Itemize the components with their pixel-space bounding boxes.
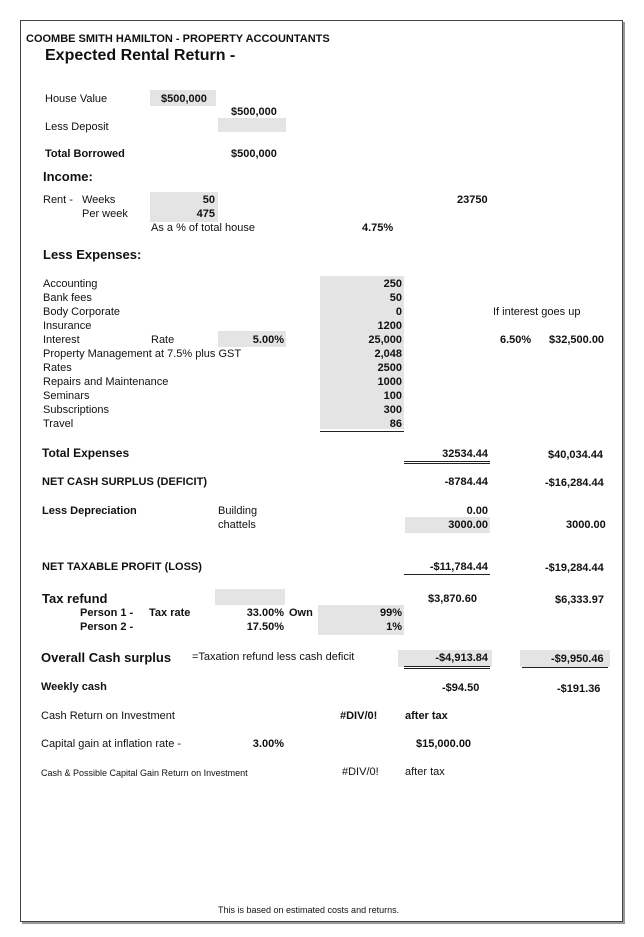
expense-label: Seminars (43, 390, 90, 402)
rent-annual: 23750 (457, 194, 488, 206)
expenses-underline (320, 431, 404, 432)
expense-label: Bank fees (43, 292, 92, 304)
house-value-2: $500,000 (231, 106, 277, 118)
possible-after: after tax (405, 766, 445, 778)
capital-gain-rate: 3.00% (252, 738, 284, 750)
building-label: Building (218, 505, 258, 517)
pct-house-label: As a % of total house (151, 222, 255, 234)
total-expenses-underline-1 (404, 461, 490, 462)
pct-house-value: 4.75% (362, 222, 394, 234)
firm-name: COOMBE SMITH HAMILTON - PROPERTY ACCOUNTANTS (26, 33, 330, 45)
expense-label: Repairs and Maintenance (43, 376, 169, 388)
person2-rate: 17.50% (246, 621, 284, 633)
overall-value: -$4,913.84 (435, 652, 488, 664)
expense-value: 300 (383, 404, 402, 416)
expense-value: 25,000 (368, 334, 402, 346)
tax-rate-label: Tax rate (149, 607, 191, 619)
less-depreciation-label: Less Depreciation (42, 505, 137, 517)
chattels-value: 3000.00 (448, 519, 488, 531)
overall-note: =Taxation refund less cash deficit (192, 651, 355, 663)
total-expenses: 32534.44 (442, 448, 488, 460)
overall-underline-1 (404, 666, 490, 667)
net-taxable-alt: -$19,284.44 (545, 562, 604, 574)
expense-value: 100 (383, 390, 402, 402)
expense-value: 86 (389, 418, 402, 430)
expense-value: 2,048 (374, 348, 402, 360)
interest-rate: 5.00% (252, 334, 284, 346)
expense-value: 2500 (377, 362, 402, 374)
cash-return-after: after tax (405, 710, 448, 722)
expense-label: Rates (43, 362, 72, 374)
expense-value: 1000 (377, 376, 402, 388)
person1-rate: 33.00% (246, 607, 284, 619)
person1-own: 99% (379, 607, 402, 619)
total-expenses-alt: $40,034.44 (548, 449, 604, 461)
tax-refund: $3,870.60 (428, 593, 477, 605)
total-borrowed-label: Total Borrowed (45, 148, 125, 160)
cash-return-label: Cash Return on Investment (41, 710, 175, 722)
total-borrowed: $500,000 (231, 148, 277, 160)
net-cash-alt: -$16,284.44 (545, 477, 604, 489)
total-expenses-label: Total Expenses (42, 446, 130, 460)
per-week-label: Per week (82, 208, 128, 220)
per-week-value: 475 (196, 208, 215, 220)
overall-alt: -$9,950.46 (551, 653, 604, 665)
rent-label: Rent - (43, 194, 73, 206)
if-interest-label: If interest goes up (493, 306, 581, 318)
alt-rate: 6.50% (500, 334, 532, 346)
alt-interest: $32,500.00 (549, 334, 605, 346)
overall-underline-2 (404, 668, 490, 669)
house-value-label: House Value (45, 93, 108, 105)
income-heading: Income: (43, 169, 93, 184)
possible-label: Cash & Possible Capital Gain Return on Investment (41, 768, 248, 778)
own-label: Own (289, 607, 313, 619)
expense-value: 50 (389, 292, 402, 304)
less-deposit-label: Less Deposit (45, 121, 109, 133)
net-cash: -8784.44 (444, 476, 488, 488)
net-taxable-label: NET TAXABLE PROFIT (LOSS) (42, 561, 202, 573)
person2-label: Person 2 - (80, 621, 134, 633)
total-expenses-underline-2 (404, 463, 490, 464)
chattels-label: chattels (218, 519, 256, 531)
tax-refund-label: Tax refund (42, 591, 108, 606)
overall-alt-underline (522, 667, 608, 668)
expense-label: Insurance (43, 320, 92, 332)
page-title: Expected Rental Return - (45, 47, 236, 64)
weekly-value: -$94.50 (442, 682, 480, 694)
less-expenses-heading: Less Expenses: (43, 247, 142, 262)
expense-label: Body Corporate (43, 306, 121, 318)
net-cash-label: NET CASH SURPLUS (DEFICIT) (42, 476, 207, 488)
net-taxable: -$11,784.44 (429, 561, 488, 573)
expense-value: 0 (395, 306, 402, 318)
expense-label: Property Management at 7.5% plus GST (43, 348, 242, 360)
expense-label: Interest (43, 334, 80, 346)
person2-own: 1% (386, 621, 402, 633)
expense-label: Accounting (43, 278, 98, 290)
overall-label: Overall Cash surplus (41, 650, 172, 665)
deposit-cell (218, 118, 286, 132)
interest-rate-label: Rate (151, 334, 175, 346)
weeks-label: Weeks (82, 194, 116, 206)
chattels-alt: 3000.00 (566, 519, 606, 531)
tax-refund-alt: $6,333.97 (555, 594, 604, 606)
capital-gain-label: Capital gain at inflation rate - (41, 738, 182, 750)
possible-value: #DIV/0! (342, 766, 379, 778)
expense-label: Subscriptions (43, 404, 110, 416)
tax-refund-cell (215, 589, 285, 605)
weekly-alt: -$191.36 (557, 683, 601, 695)
weeks-value: 50 (202, 194, 215, 206)
net-taxable-underline (404, 574, 490, 575)
footer-note: This is based on estimated costs and returns. (218, 905, 400, 915)
expense-label: Travel (43, 418, 74, 430)
expense-value: 1200 (377, 320, 402, 332)
capital-gain-value: $15,000.00 (416, 738, 472, 750)
building-value: 0.00 (466, 505, 488, 517)
weekly-label: Weekly cash (41, 681, 107, 693)
expense-value: 250 (383, 278, 402, 290)
house-value: $500,000 (161, 93, 207, 105)
cash-return-value: #DIV/0! (340, 710, 378, 722)
person1-label: Person 1 - (80, 607, 134, 619)
